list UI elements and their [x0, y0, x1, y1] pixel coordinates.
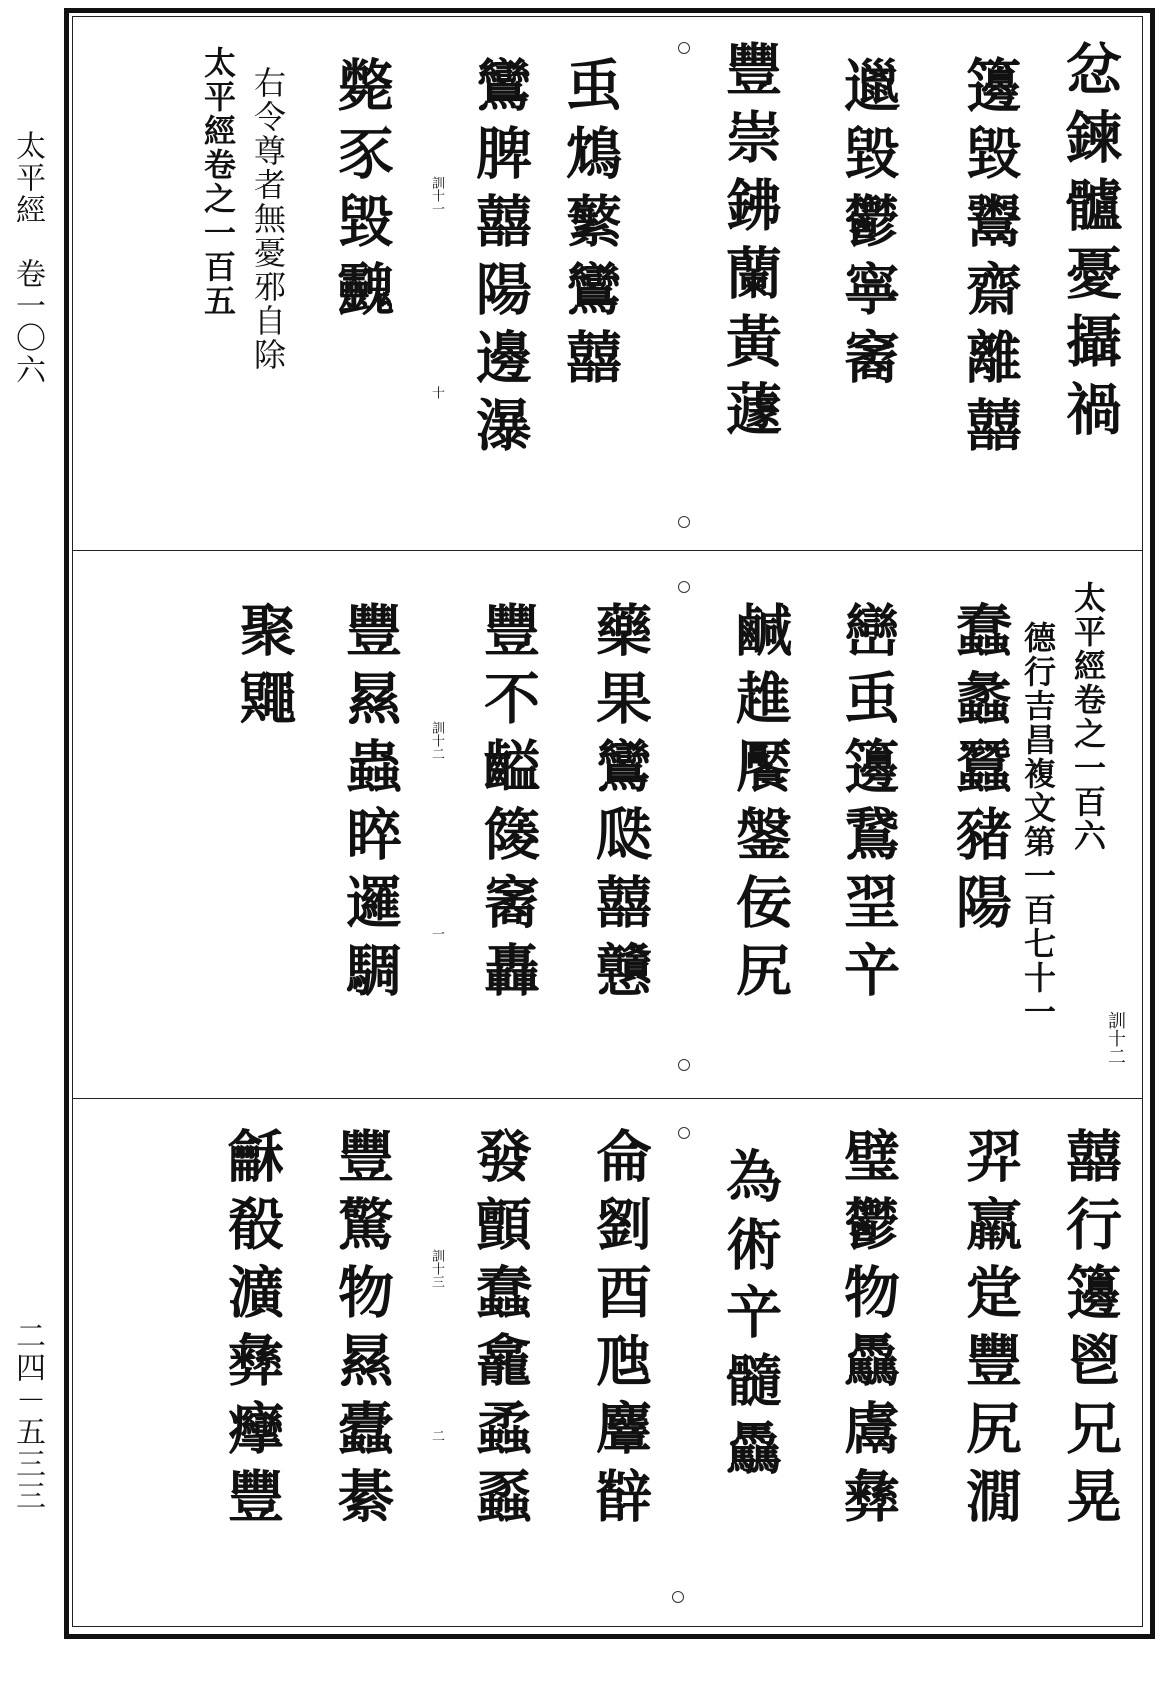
- band1-column-1: 忿鍊髗憂攝禍: [1057, 40, 1123, 448]
- band2-annotation-2: 一: [429, 927, 444, 940]
- band1-column-7: 斃豕毀䰱: [329, 56, 395, 328]
- punctuation-circle: [678, 1127, 690, 1139]
- band2-column-5: 豐不齸䉄䆷轟: [475, 601, 541, 1009]
- band2-column-3: 鹹趡饜鎜佞尻: [727, 601, 793, 1009]
- punctuation-circle: [678, 42, 690, 54]
- band3-column-1: 囍行籩鬯兄晃: [1057, 1127, 1123, 1535]
- band2-column-6: 豐㬎蟲睟邏騆: [337, 601, 403, 1009]
- colophon-title: 太平經卷之一百五: [199, 46, 237, 318]
- punctuation-circle: [678, 516, 690, 528]
- band1-column-5: 䖝鴆蘩鸞囍: [557, 56, 623, 396]
- band3-annotation: 訓十三: [429, 1249, 444, 1288]
- punctuation-circle: [678, 581, 690, 593]
- margin-page-number: 二四－五三三: [10, 1320, 45, 1512]
- band3-column-6: 發顫蠢龕蟊蟸: [467, 1127, 533, 1535]
- band-upper: [72, 16, 1143, 550]
- band3-column-2: 羿羸䟫豐尻㵎: [957, 1127, 1023, 1535]
- chapter-annotation: 訓十二: [1105, 1011, 1126, 1065]
- band-lower: [72, 1099, 1143, 1627]
- band1-column-2: 籩毀鬻齋離囍: [957, 56, 1023, 464]
- punctuation-circle: [678, 1059, 690, 1071]
- band2-column-7: 聚鼆: [231, 601, 297, 737]
- band1-column-4: 豐崇鉘蘭黃蘧: [717, 40, 783, 448]
- margin-book-title: 太平經 卷一〇六: [10, 130, 45, 386]
- band1-column-3: 邋毀鬱寧䆷: [835, 56, 901, 396]
- band3-annotation-2: 二: [429, 1429, 444, 1442]
- band2-column-1: 蠢蠡蠶豬陽: [947, 601, 1013, 941]
- band3-column-7: 豐驚物㬎蠹綦: [329, 1127, 395, 1535]
- band1-column-6: 鸞脾囍陽邊瀑: [467, 56, 533, 464]
- band2-annotation: 訓十二: [429, 721, 444, 760]
- chapter-subtitle: 德行吉昌複文第一百七十一: [1019, 621, 1057, 1029]
- band1-annotation: 訓十一: [429, 176, 444, 215]
- band1-annotation-2: 十: [429, 386, 444, 399]
- chapter-title: 太平經卷之一百六: [1069, 581, 1107, 853]
- band2-column-4: 藥果鸞瓞囍戇: [587, 601, 653, 1009]
- band3-column-5: 侖劉酉虺麞辥: [587, 1127, 653, 1535]
- band3-column-4: 為術䇂髓驫: [717, 1147, 783, 1487]
- band3-column-3: 璧鬱物驫鬳彝: [835, 1127, 901, 1535]
- band3-column-8: 龢殽瀇彝癴豐: [219, 1127, 285, 1535]
- punctuation-circle: [672, 1591, 684, 1603]
- colophon-note: 右令尊者無憂邪自除: [249, 66, 287, 372]
- band2-column-2: 巒䖝籩鵞䍿䇂: [835, 601, 901, 1009]
- band-middle: [72, 551, 1143, 1098]
